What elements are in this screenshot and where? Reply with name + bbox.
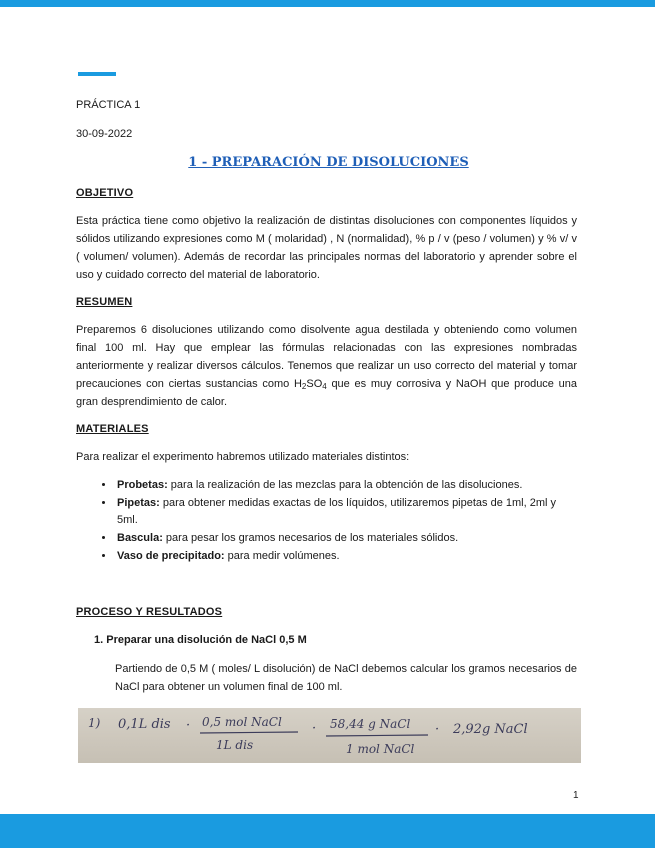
hw-frac2-den: 1 mol NaCl [346, 742, 415, 756]
step-1-title: 1. Preparar una disolución de NaCl 0,5 M [94, 634, 307, 646]
objetivo-text: Esta práctica tiene como objetivo la realización de distintas disoluciones con componentes líquidos y sólidos utilizando expresiones como M ( molaridad) , N (normalidad), % p / v (peso / volumen) y % v/ v ( volumen/ volumen). Además de recordar las principales normas del laboratorio y aprender sobre el uso y cuidado correcto del material de laboratorio. [76, 215, 577, 281]
step-1-text: Partiendo de 0,5 M ( moles/ L disolución) de NaCl debemos calcular los gramos necesarios de NaCl para obtener un volumen final de 100 ml. [115, 663, 577, 693]
materiales-intro: Para realizar el experimento habremos utilizado materiales distintos: [76, 451, 410, 463]
svg-text:·: · [312, 721, 317, 736]
top-accent-bar [0, 0, 655, 7]
svg-text:·: · [186, 718, 191, 733]
handwritten-calculation-image [78, 708, 581, 763]
list-item: • Vaso de precipitado: para medir volúmenes. [115, 548, 577, 565]
materiales-heading: MATERIALES [76, 423, 149, 435]
hw-volume: 0,1L dis [118, 717, 171, 732]
svg-text:·: · [435, 722, 440, 737]
resumen-heading: RESUMEN [76, 296, 133, 308]
page-title: 1 - PREPARACIÓN DE DISOLUCIONES [188, 155, 469, 170]
hw-result: 2,92g NaCl [453, 722, 528, 737]
proceso-heading: PROCESO Y RESULTADOS [76, 606, 223, 618]
date-label: 30-09-2022 [76, 128, 133, 140]
hw-fraction-bar [200, 732, 298, 733]
hw-frac1-den: 1L dis [216, 738, 254, 752]
hw-frac2-num: 58,44 g NaCl [330, 717, 411, 731]
page-number: 1 [573, 790, 579, 801]
materials-list [76, 477, 577, 566]
objetivo-heading: OBJETIVO [76, 187, 134, 199]
resumen-text: Preparemos 6 disoluciones utilizando como disolvente agua destilada y obteniendo como volumen final 100 ml. Hay que emplear las fórmulas relacionadas con las expresiones nombradas anteriormente y realizar diversos cálculos. Tenemos que realizar un uso correcto del material y tomar precauciones con ciertas sustancias como $H_2SO_4$ que es muy corrosiva y NaOH que produce una gran desprendimiento de calor. [76, 324, 577, 408]
hw-frac1-num: 0,5 mol NaCl [202, 715, 282, 729]
bottom-accent-bar [0, 814, 655, 848]
header-accent-line [78, 72, 116, 76]
list-item: • Probetas: para la realización de las mezclas para la obtención de las disoluciones. [115, 477, 577, 494]
list-item: • Bascula: para pesar los gramos necesarios de los materiales sólidos. [115, 530, 577, 547]
hw-step: 1) [88, 716, 101, 730]
practice-label: PRÁCTICA 1 [76, 99, 141, 111]
hw-fraction-bar [326, 735, 428, 736]
list-item: • Pipetas: para obtener medidas exactas de los líquidos, utilizaremos pipetas de 1ml, 2ml y 5ml. [115, 495, 577, 529]
